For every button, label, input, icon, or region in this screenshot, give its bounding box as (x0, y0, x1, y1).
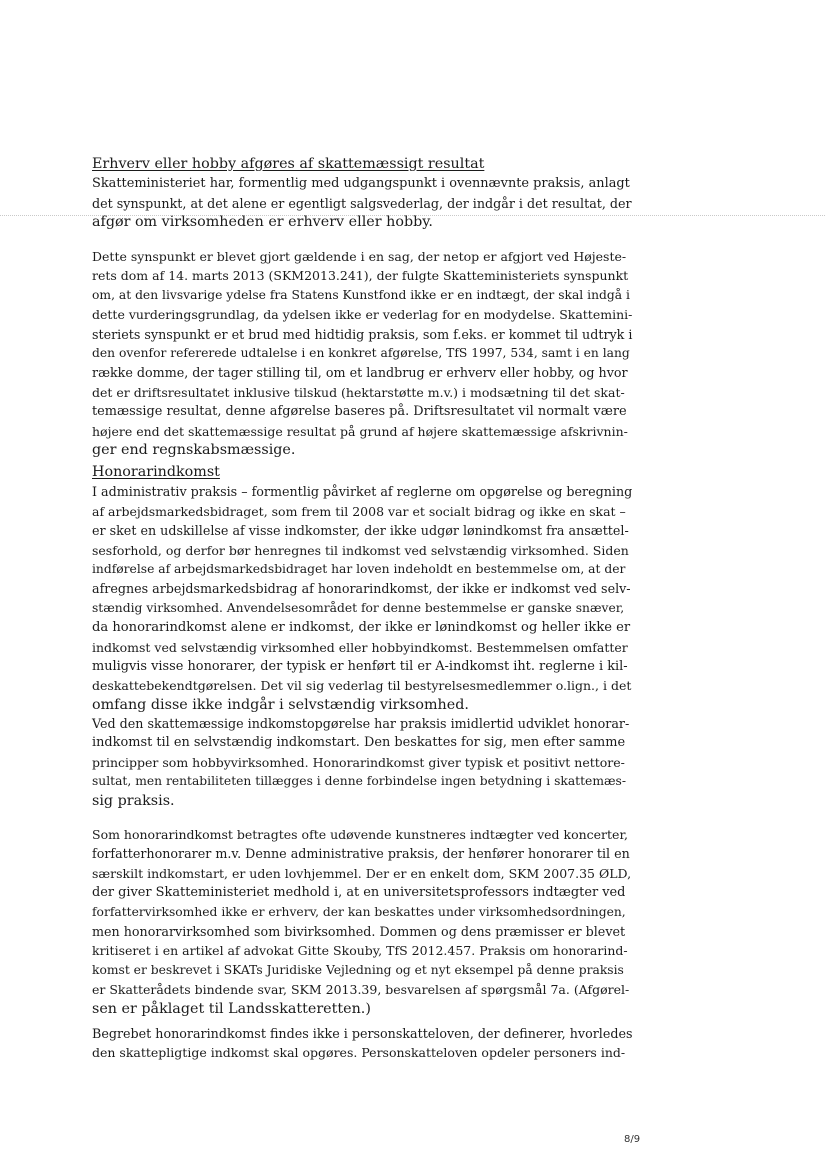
text-line: det er driftsresultatet inklusive tilskud (hektarstøtte m.v.) i modsætning til det skat- (92, 384, 625, 400)
text-line: steriets synspunkt er et brud med hidtidig praksis, som f.eks. er kommet til udtryk i (92, 326, 633, 342)
text-line: den ovenfor refererede udtalelse i en konkret afgørelse, TfS 1997, 534, samt i en lang (92, 345, 630, 360)
page-number: 8/9 (624, 1134, 641, 1145)
text-line: rets dom af 14. marts 2013 (SKM2013.241), der fulgte Skatteministeriets synspunkt (92, 268, 629, 284)
text-line: men honorarvirksomhed som bivirksomhed. Dommen og dens præmisser er blevet (92, 923, 626, 939)
section-heading: Erhverv eller hobby afgøres af skattemæssigt resultat (92, 156, 485, 172)
text-line: I administrativ praksis – formentlig påvirket af reglerne om opgørelse og beregning (92, 484, 633, 500)
text-line: den skattepligtige indkomst skal opgøres. Personskatteloven opdeler personers ind- (92, 1045, 626, 1061)
text-line: Ved den skattemæssige indkomstopgørelse har praksis imidlertid udviklet honorar- (92, 716, 630, 731)
text-line: højere end det skattemæssige resultat på grund af højere skattemæssige afskrivnin- (92, 423, 628, 439)
text-line: det synspunkt, at det alene er egentligt salgsvederlag, der indgår i det resultat, der (92, 195, 632, 211)
text-line: af arbejdsmarkedsbidraget, som frem til 2008 var et socialt bidrag og ikke en skat – (92, 503, 626, 519)
text-line: Begrebet honorarindkomst findes ikke i personskatteloven, der definerer, hvorledes (92, 1026, 633, 1041)
paragraph (92, 825, 632, 1019)
text-line: afgør om virksomheden er erhverv eller hobby. (92, 214, 433, 231)
text-line: dette vurderingsgrundlag, da ydelsen ikke er vederlag for en modydelse. Skattemini- (92, 307, 633, 323)
text-line: særskilt indkomstart, er uden lovhjemmel. Der er en enkelt dom, SKM 2007.35 ØLD, (92, 865, 632, 881)
text-line: komst er beskrevet i SKATs Juridiske Vejledning og et nyt eksempel på denne praksis (92, 962, 624, 977)
paragraph (92, 247, 632, 460)
text-line: kritiseret i en artikel af advokat Gitte Skouby, TfS 2012.457. Praksis om honorarind- (92, 943, 628, 959)
text-line: temæssige resultat, denne afgørelse baseres på. Driftsresultatet vil normalt være (92, 404, 627, 420)
text-line: forfattervirksomhed ikke er erhverv, der kan beskattes under virksomhedsordningen, (92, 904, 626, 919)
text-line: stændig virksomhed. Anvendelsesområdet for denne bestemmelse er ganske snæver, (92, 600, 625, 615)
text-line: indførelse af arbejdsmarkedsbidraget har loven indeholdt en bestemmelse om, at der (92, 561, 626, 576)
section-honorarindkomst (92, 463, 632, 715)
text-line: principper som hobbyvirksomhed. Honorarindkomst giver typisk et positivt nettore- (92, 754, 625, 770)
text-line: indkomst til en selvstændig indkomstart. Den beskattes for sig, men efter samme (92, 735, 626, 751)
text-line: om, at den livsvarige ydelse fra Statens Kunstfond ikke er en indtægt, der skal indgå i (92, 287, 630, 302)
text-line: deskattebekendtgørelsen. Det vil sig vederlag til bestyrelsesmedlemmer o.lign., i det (92, 678, 632, 694)
text-line: der giver Skatteministeriet medhold i, at en universitetsprofessors indtægter ved (92, 885, 626, 901)
text-line: omfang disse ikke indgår i selvstændig virksomhed. (92, 696, 469, 713)
text-line: da honorarindkomst alene er indkomst, der ikke er lønindkomst og heller ikke er (92, 620, 631, 636)
text-line: forfatterhonorarer m.v. Denne administrative praksis, der henfører honorarer til en (92, 846, 630, 862)
text-line: sultat, men rentabiliteten tillægges i denne forbindelse ingen betydning i skattemæs- (92, 774, 627, 789)
text-line: muligvis visse honorarer, der typisk er henført til er A-indkomst iht. reglerne i kil- (92, 658, 628, 674)
text-line: Skatteministeriet har, formentlig med udgangspunkt i ovennævnte praksis, anlagt (92, 176, 630, 192)
text-line: Dette synspunkt er blevet gjort gældende i en sag, der netop er afgjort ved Højeste- (92, 249, 627, 264)
paragraph (92, 1024, 632, 1063)
text-line: Som honorarindkomst betragtes ofte udøvende kunstneres indtægter ved koncerter, (92, 827, 629, 842)
text-line: række domme, der tager stilling til, om et landbrug er erhverv eller hobby, og hvor (92, 365, 628, 381)
section-heading: Honorarindkomst (92, 464, 220, 480)
text-line: ger end regnskabsmæssige. (92, 441, 296, 458)
text-line: er Skatterådets bindende svar, SKM 2013.39, besvarelsen af spørgsmål 7a. (Afgørel- (92, 982, 630, 998)
text-line: sig praksis. (92, 792, 175, 809)
section-erhverv (92, 155, 632, 233)
text-line: sesforhold, og derfor bør henregnes til indkomst ved selvstændig virksomhed. Siden (92, 542, 629, 558)
paragraph (92, 714, 632, 811)
text-line: sen er påklaget til Landsskatteretten.) (92, 1000, 371, 1017)
text-line: indkomst ved selvstændig virksomhed eller hobbyindkomst. Bestemmelsen omfatter (92, 639, 628, 655)
text-line: er sket en udskillelse af visse indkomster, der ikke udgør lønindkomst fra ansættel- (92, 523, 629, 539)
text-line: afregnes arbejdsmarkedsbidrag af honorarindkomst, der ikke er indkomst ved selv- (92, 581, 631, 597)
